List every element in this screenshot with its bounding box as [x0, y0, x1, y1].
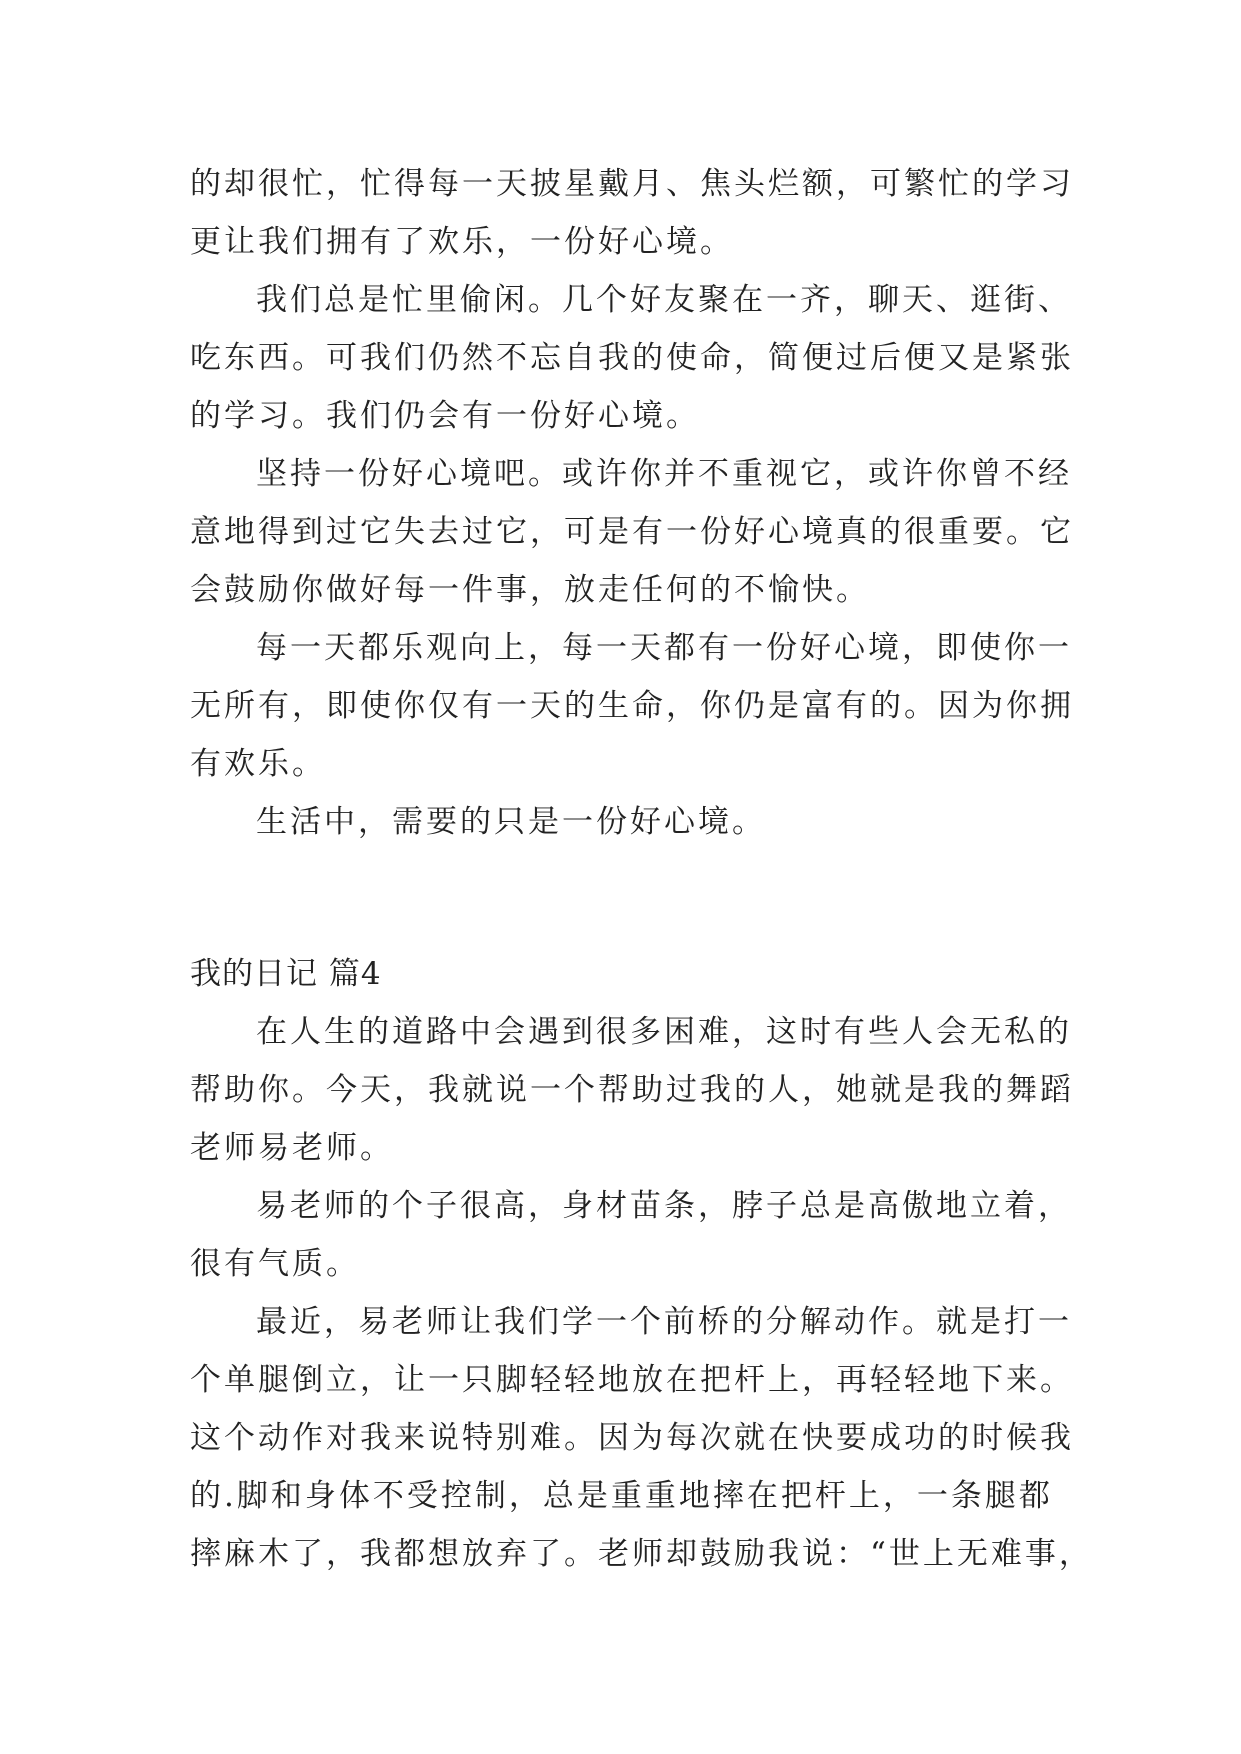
- text-line: 易老师的个子很高，身材苗条，脖子总是高傲地立着，: [256, 1188, 1072, 1224]
- paragraphs-top: [190, 155, 1074, 851]
- text-line: 生活中，需要的只是一份好心境。: [256, 804, 766, 840]
- text-line: 坚持一份好心境吧。或许你并不重视它，或许你曾不经: [256, 456, 1072, 492]
- text-line: 有欢乐。: [190, 746, 326, 782]
- text-line: 更让我们拥有了欢乐，一份好心境。: [190, 224, 734, 260]
- text-line: 老师易老师。: [190, 1130, 394, 1166]
- text-line: 最近，易老师让我们学一个前桥的分解动作。就是打一: [256, 1304, 1072, 1340]
- paragraphs-bottom: [190, 1003, 1093, 1583]
- text-line: 帮助你。今天，我就说一个帮助过我的人，她就是我的舞蹈: [190, 1072, 1074, 1108]
- text-line: 这个动作对我来说特别难。因为每次就在快要成功的时候我: [190, 1420, 1074, 1456]
- text-line: 的却很忙，忙得每一天披星戴月、焦头烂额，可繁忙的学习: [190, 166, 1074, 202]
- text-line: 我们总是忙里偷闲。几个好友聚在一齐，聊天、逛街、: [256, 282, 1072, 318]
- text-line: 的.脚和身体不受控制，总是重重地摔在把杆上，一条腿都: [190, 1478, 1053, 1514]
- text-line: 吃东西。可我们仍然不忘自我的使命，简便过后便又是紧张: [190, 340, 1074, 376]
- text-line: 的学习。我们仍会有一份好心境。: [190, 398, 700, 434]
- document-body: [190, 155, 1093, 1583]
- section-spacer: [190, 851, 1060, 945]
- text-line: 在人生的道路中会遇到很多困难，这时有些人会无私的: [256, 1014, 1072, 1050]
- text-line: 摔麻木了，我都想放弃了。老师却鼓励我说：“世上无难事，: [190, 1536, 1093, 1572]
- text-line: 个单腿倒立，让一只脚轻轻地放在把杆上，再轻轻地下来。: [190, 1362, 1074, 1398]
- text-line: 很有气质。: [190, 1246, 360, 1282]
- text-line: 无所有，即使你仅有一天的生命，你仍是富有的。因为你拥: [190, 688, 1074, 724]
- text-line: 每一天都乐观向上，每一天都有一份好心境，即使你一: [256, 630, 1072, 666]
- text-line: 意地得到过它失去过它，可是有一份好心境真的很重要。它: [190, 514, 1074, 550]
- section-heading: 我的日记 篇4: [190, 956, 382, 992]
- text-line: 会鼓励你做好每一件事，放走任何的不愉快。: [190, 572, 870, 608]
